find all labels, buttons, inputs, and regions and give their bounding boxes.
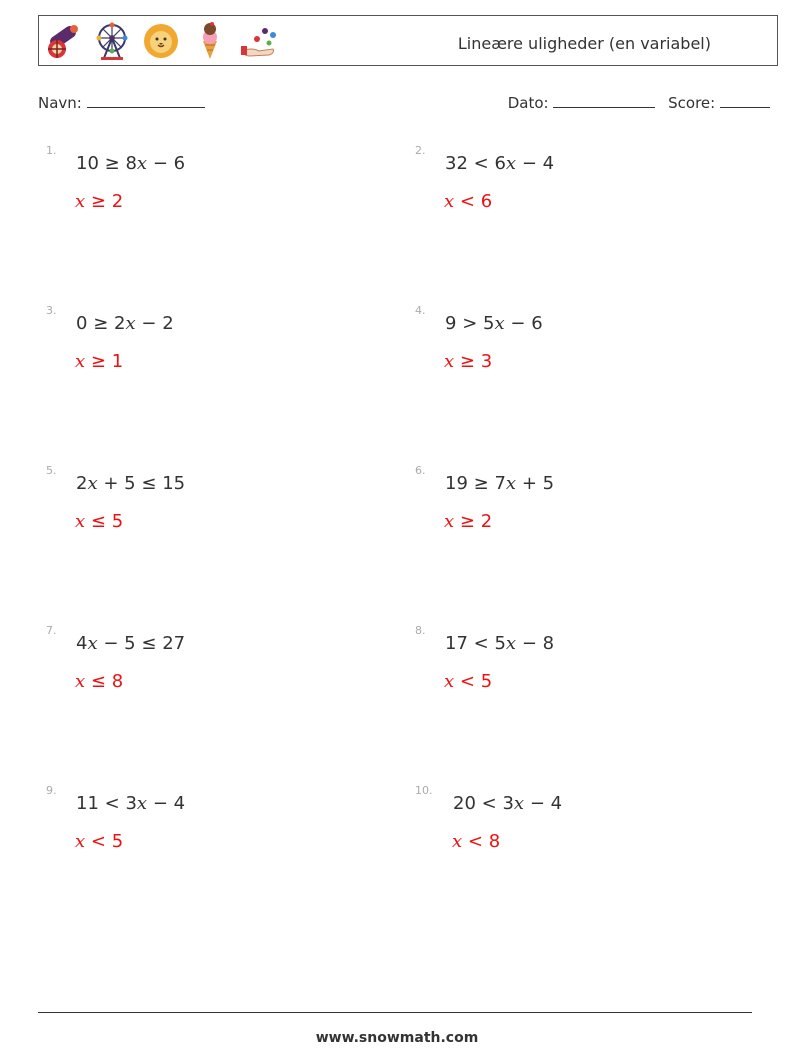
problem-number: 9. — [46, 784, 57, 797]
problem-expression: 2x + 5 ≤ 15 — [76, 473, 186, 494]
problem-number: 4. — [415, 304, 426, 317]
footer-divider — [38, 1012, 752, 1013]
problem-number: 8. — [415, 624, 426, 637]
problem-expression: 9 > 5x − 6 — [445, 313, 543, 334]
problem-answer: x ≤ 5 — [75, 511, 124, 532]
lion-icon — [141, 21, 181, 61]
variable-x: x — [75, 671, 86, 692]
date-label: Dato: — [507, 94, 549, 112]
problem-expression: 20 < 3x − 4 — [453, 793, 563, 814]
date-blank[interactable] — [553, 94, 655, 108]
variable-x: x — [75, 511, 86, 532]
problem-expression: 10 ≥ 8x − 6 — [76, 153, 186, 174]
variable-x: x — [494, 313, 505, 334]
variable-x: x — [444, 351, 455, 372]
problem-answer: x < 6 — [444, 191, 493, 212]
score-label: Score: — [668, 94, 716, 112]
variable-x: x — [452, 831, 463, 852]
problem-expression: 11 < 3x − 4 — [76, 793, 186, 814]
variable-x: x — [444, 671, 455, 692]
variable-x: x — [75, 351, 86, 372]
name-field — [38, 94, 205, 112]
problem-expression: 17 < 5x − 8 — [445, 633, 555, 654]
variable-x: x — [125, 313, 136, 334]
problem-number: 5. — [46, 464, 57, 477]
problem-expression: 4x − 5 ≤ 27 — [76, 633, 186, 654]
problem-answer: x < 8 — [452, 831, 501, 852]
worksheet-title: Lineære uligheder (en variabel) — [457, 34, 711, 53]
variable-x: x — [136, 793, 148, 814]
variable-x: x — [505, 473, 517, 494]
variable-x: x — [444, 511, 455, 532]
problem-number: 10. — [415, 784, 433, 797]
date-score-fields — [508, 94, 770, 112]
problem-number: 7. — [46, 624, 57, 637]
ferris-wheel-icon — [92, 21, 132, 61]
juggling-icon — [239, 21, 279, 61]
footer-site[interactable]: www.snowmath.com — [315, 1030, 479, 1046]
variable-x: x — [136, 153, 148, 174]
variable-x: x — [505, 633, 517, 654]
problem-answer: x ≥ 3 — [444, 351, 493, 372]
variable-x: x — [75, 831, 86, 852]
variable-x: x — [75, 191, 86, 212]
header-box — [38, 15, 778, 66]
problem-answer: x ≥ 2 — [444, 511, 493, 532]
problem-number: 1. — [46, 144, 57, 157]
problem-number: 3. — [46, 304, 57, 317]
problem-answer: x < 5 — [444, 671, 493, 692]
problem-number: 2. — [415, 144, 426, 157]
variable-x: x — [505, 153, 517, 174]
score-blank[interactable] — [720, 94, 770, 108]
problem-expression: 32 < 6x − 4 — [445, 153, 555, 174]
header-icons — [43, 21, 279, 61]
problem-answer: x ≥ 1 — [75, 351, 124, 372]
name-label: Navn: — [38, 94, 82, 112]
cannon-icon — [43, 21, 83, 61]
variable-x: x — [87, 473, 98, 494]
problem-answer: x < 5 — [75, 831, 124, 852]
variable-x: x — [513, 793, 525, 814]
ice-cream-icon — [190, 21, 230, 61]
variable-x: x — [444, 191, 455, 212]
problem-expression: 19 ≥ 7x + 5 — [445, 473, 555, 494]
name-blank[interactable] — [87, 94, 205, 108]
problem-expression: 0 ≥ 2x − 2 — [76, 313, 174, 334]
problem-number: 6. — [415, 464, 426, 477]
problem-answer: x ≥ 2 — [75, 191, 124, 212]
problem-answer: x ≤ 8 — [75, 671, 124, 692]
variable-x: x — [87, 633, 98, 654]
